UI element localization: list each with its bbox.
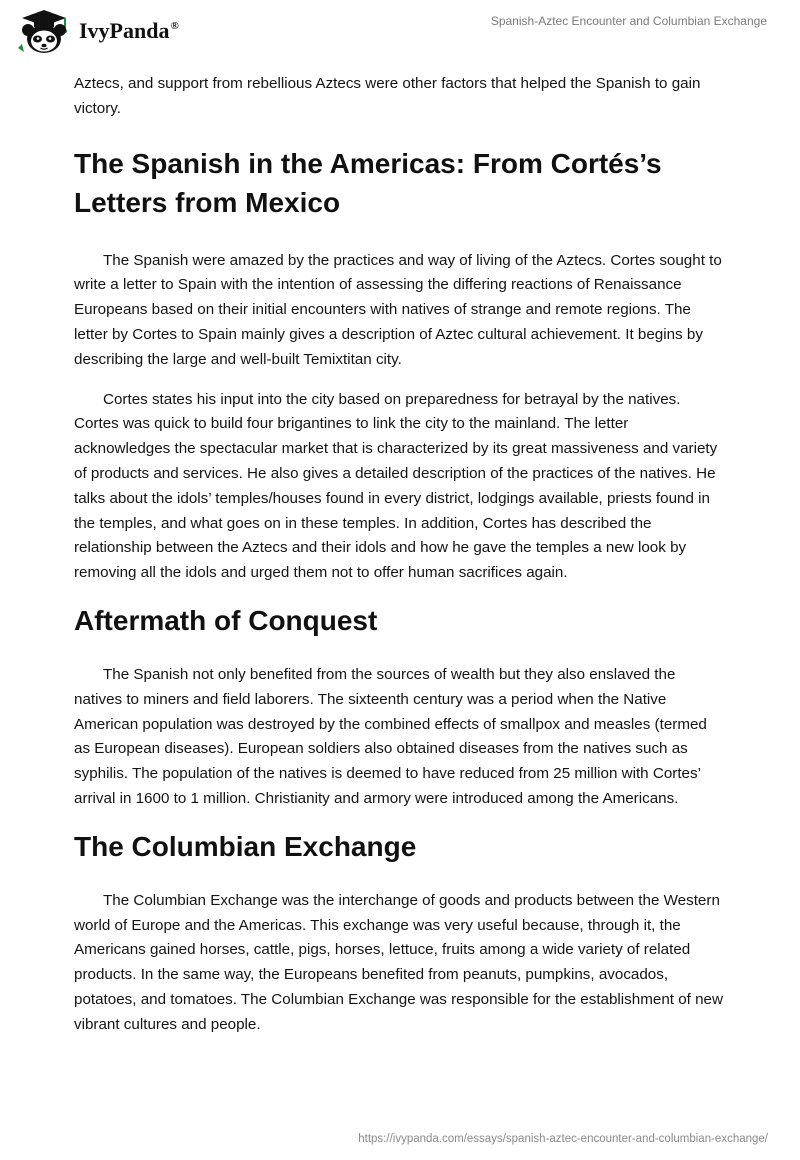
section-heading-aftermath-of-conquest: Aftermath of Conquest xyxy=(74,604,378,636)
ivypanda-logo-icon[interactable] xyxy=(14,8,74,56)
paragraph: The Spanish were amazed by the practices and way of living of the Aztecs. Cortes sought to write a letter to Spain with the intention of assessing the differing reactions of Renaissance Europeans based on their initial encounters with natives of strange and remote regions. The letter by Cortes to Spain mainly gives a description of Aztec cultural achievement. It begins by describing the large and well-built Temixtitan city. xyxy=(74,251,722,368)
document-title: Spanish-Aztec Encounter and Columbian Exchange xyxy=(490,14,767,28)
section-heading-spanish-in-americas: The Spanish in the Americas: From Cortés’s Letters from Mexico xyxy=(74,147,662,218)
source-url-link[interactable]: https://ivypanda.com/essays/spanish-aztec-encounter-and-columbian-exchange/ xyxy=(358,1133,768,1145)
paragraph: The Spanish not only benefited from the sources of wealth but they also enslaved the natives to miners and field laborers. The sixteenth century was a period when the Native American population was destroyed by the combined effects of smallpox and measles (termed as European diseases). European soldiers also obtained diseases from the natives such as syphilis. The population of the natives is deemed to have reduced from 25 million with Cortes’ arrival in 1600 to 1 million. Christianity and armory were introduced among the Americans. xyxy=(74,665,707,807)
paragraph: The Columbian Exchange was the interchange of goods and products between the Western world of Europe and the Americas. This exchange was very useful because, through it, the Americans gained horses, cattle, pigs, horses, lettuce, fruits among a wide variety of related products. In the same way, the Europeans benefited from peanuts, pumpkins, avocados, potatoes, and tomatoes. The Columbian Exchange was responsible for the establishment of new vibrant cultures and people. xyxy=(74,891,723,1033)
paragraph: Cortes states his input into the city based on preparedness for betrayal by the natives. Cortes was quick to build four brigantines to link the city to the mainland. The letter acknowledges the spectacular market that is characterized by its great massiveness and variety of products and services. He also gives a detailed description of the practices of the natives. He talks about the idols’ temples/houses found in every district, lodgings available, priests found in the temples, and what goes on in these temples. In addition, Cortes has described the relationship between the Aztecs and their idols and how he gave the temples a new look by removing all the idols and urged them not to offer human sacrifices again. xyxy=(74,390,718,582)
brand-name-text: IvyPanda xyxy=(79,18,170,43)
brand-name[interactable] xyxy=(79,18,179,44)
essay-content xyxy=(74,72,726,1053)
page-header xyxy=(0,0,800,70)
section-heading-columbian-exchange: The Columbian Exchange xyxy=(74,830,417,862)
intro-continuation-paragraph: Aztecs, and support from rebellious Aztecs were other factors that helped the Spanish to gain victory. xyxy=(74,75,701,117)
registered-mark: ® xyxy=(170,20,179,32)
